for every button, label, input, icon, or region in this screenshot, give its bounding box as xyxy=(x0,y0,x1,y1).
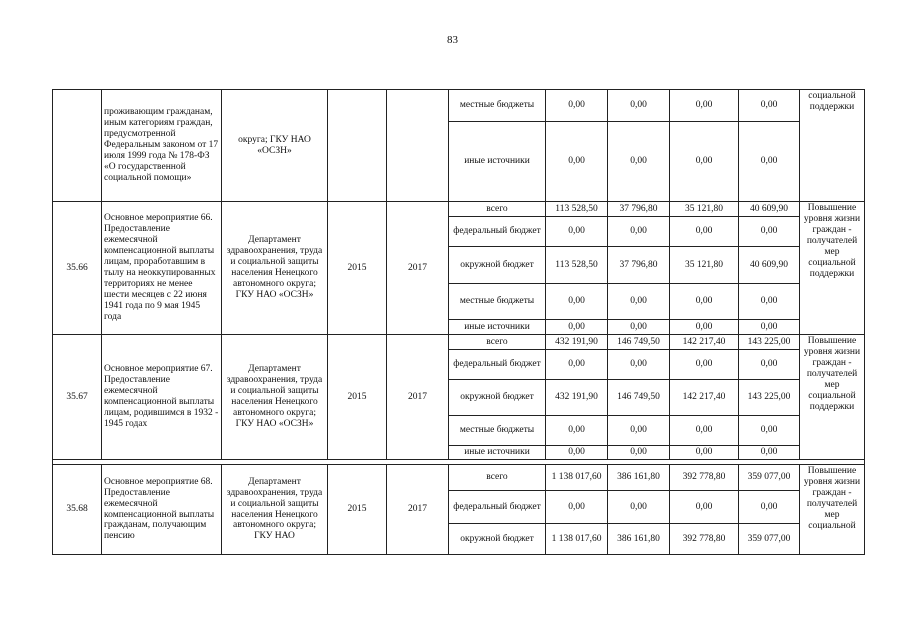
expected-result: социальной поддержки xyxy=(800,90,865,202)
value-2017: 359 077,00 xyxy=(739,524,800,555)
value-2017: 0,00 xyxy=(739,217,800,247)
page-number: 83 xyxy=(447,34,458,46)
value-total: 0,00 xyxy=(546,416,608,446)
row-number xyxy=(53,90,102,202)
value-2015: 0,00 xyxy=(608,491,670,524)
activity-name: Основное мероприятие 68. Предоставление ежемесячной компенсационной выплаты гражданам, получающим пенсию xyxy=(102,465,222,555)
value-2016: 392 778,80 xyxy=(670,465,739,491)
year-start xyxy=(328,90,387,202)
value-total: 0,00 xyxy=(546,90,608,122)
value-2017: 0,00 xyxy=(739,122,800,202)
source-label: местные бюджеты xyxy=(449,90,546,122)
value-2017: 0,00 xyxy=(739,350,800,380)
source-label: местные бюджеты xyxy=(449,284,546,320)
value-2017: 0,00 xyxy=(739,491,800,524)
budget-table xyxy=(52,89,865,555)
value-2017: 0,00 xyxy=(739,446,800,460)
value-2017: 0,00 xyxy=(739,416,800,446)
value-2015: 146 749,50 xyxy=(608,380,670,416)
value-2017: 40 609,90 xyxy=(739,247,800,284)
value-total: 0,00 xyxy=(546,491,608,524)
value-2015: 0,00 xyxy=(608,350,670,380)
table-row xyxy=(53,465,865,491)
source-label: всего xyxy=(449,202,546,217)
value-2015: 146 749,50 xyxy=(608,335,670,350)
value-2016: 0,00 xyxy=(670,217,739,247)
source-label: федеральный бюджет xyxy=(449,350,546,380)
value-2015: 37 796,80 xyxy=(608,202,670,217)
value-total: 0,00 xyxy=(546,122,608,202)
value-2016: 35 121,80 xyxy=(670,247,739,284)
activity-name: проживающим гражданам, иным категориям граждан, предусмотренной Федеральным законом от 17 июля 1999 года № 178-ФЗ «О государственной социальной помощи» xyxy=(102,90,222,202)
value-2016: 35 121,80 xyxy=(670,202,739,217)
table-row xyxy=(53,202,865,217)
expected-result: Повышение уровня жизни граждан - получателей мер социальной xyxy=(800,465,865,555)
value-2016: 392 778,80 xyxy=(670,524,739,555)
value-total: 0,00 xyxy=(546,217,608,247)
expected-result: Повышение уровня жизни граждан - получателей мер социальной поддержки xyxy=(800,335,865,460)
value-2015: 0,00 xyxy=(608,217,670,247)
value-2015: 0,00 xyxy=(608,416,670,446)
value-2015: 0,00 xyxy=(608,284,670,320)
value-2015: 0,00 xyxy=(608,320,670,335)
value-2016: 0,00 xyxy=(670,446,739,460)
value-2016: 0,00 xyxy=(670,491,739,524)
row-number: 35.67 xyxy=(53,335,102,460)
source-label: иные источники xyxy=(449,122,546,202)
year-start: 2015 xyxy=(328,465,387,555)
source-label: всего xyxy=(449,335,546,350)
value-total: 432 191,90 xyxy=(546,335,608,350)
year-end: 2017 xyxy=(387,335,449,460)
source-label: местные бюджеты xyxy=(449,416,546,446)
value-total: 0,00 xyxy=(546,320,608,335)
year-end xyxy=(387,90,449,202)
value-2017: 359 077,00 xyxy=(739,465,800,491)
value-2017: 0,00 xyxy=(739,284,800,320)
year-start: 2015 xyxy=(328,335,387,460)
expected-result: Повышение уровня жизни граждан - получателей мер социальной поддержки xyxy=(800,202,865,335)
row-number: 35.66 xyxy=(53,202,102,335)
table-row xyxy=(53,335,865,350)
value-2015: 386 161,80 xyxy=(608,465,670,491)
executor: округа; ГКУ НАО «ОСЗН» xyxy=(222,90,328,202)
value-2016: 0,00 xyxy=(670,284,739,320)
row-number: 35.68 xyxy=(53,465,102,555)
source-label: иные источники xyxy=(449,446,546,460)
source-label: всего xyxy=(449,465,546,491)
value-2015: 0,00 xyxy=(608,90,670,122)
executor: Департамент здравоохранения, труда и социальной защиты населения Ненецкого автономного округа; ГКУ НАО xyxy=(222,465,328,555)
value-total: 113 528,50 xyxy=(546,247,608,284)
source-label: окружной бюджет xyxy=(449,524,546,555)
year-start: 2015 xyxy=(328,202,387,335)
year-end: 2017 xyxy=(387,202,449,335)
value-2016: 142 217,40 xyxy=(670,335,739,350)
source-label: иные источники xyxy=(449,320,546,335)
value-total: 0,00 xyxy=(546,350,608,380)
value-2015: 0,00 xyxy=(608,122,670,202)
value-2017: 143 225,00 xyxy=(739,335,800,350)
executor: Департамент здравоохранения, труда и социальной защиты населения Ненецкого автономного округа; ГКУ НАО «ОСЗН» xyxy=(222,202,328,335)
value-2016: 0,00 xyxy=(670,90,739,122)
source-label: окружной бюджет xyxy=(449,247,546,284)
value-2016: 0,00 xyxy=(670,122,739,202)
value-total: 0,00 xyxy=(546,284,608,320)
value-2016: 0,00 xyxy=(670,416,739,446)
table-row xyxy=(53,90,865,122)
value-total: 1 138 017,60 xyxy=(546,465,608,491)
executor: Департамент здравоохранения, труда и социальной защиты населения Ненецкого автономного округа; ГКУ НАО «ОСЗН» xyxy=(222,335,328,460)
activity-name: Основное мероприятие 67. Предоставление ежемесячной компенсационной выплаты лицам, родившимся в 1932 - 1945 годах xyxy=(102,335,222,460)
value-2017: 0,00 xyxy=(739,320,800,335)
value-2017: 0,00 xyxy=(739,90,800,122)
value-total: 0,00 xyxy=(546,446,608,460)
value-2015: 37 796,80 xyxy=(608,247,670,284)
value-total: 113 528,50 xyxy=(546,202,608,217)
value-2015: 0,00 xyxy=(608,446,670,460)
value-2017: 40 609,90 xyxy=(739,202,800,217)
value-total: 432 191,90 xyxy=(546,380,608,416)
value-total: 1 138 017,60 xyxy=(546,524,608,555)
value-2015: 386 161,80 xyxy=(608,524,670,555)
year-end: 2017 xyxy=(387,465,449,555)
source-label: окружной бюджет xyxy=(449,380,546,416)
source-label: федеральный бюджет xyxy=(449,217,546,247)
value-2016: 142 217,40 xyxy=(670,380,739,416)
value-2016: 0,00 xyxy=(670,320,739,335)
value-2016: 0,00 xyxy=(670,350,739,380)
value-2017: 143 225,00 xyxy=(739,380,800,416)
activity-name: Основное мероприятие 66. Предоставление ежемесячной компенсационной выплаты лицам, проработавшим в тылу на неоккупированных территориях не менее шести месяцев с 22 июня 1941 года по 9 мая 1945 года xyxy=(102,202,222,335)
source-label: федеральный бюджет xyxy=(449,491,546,524)
